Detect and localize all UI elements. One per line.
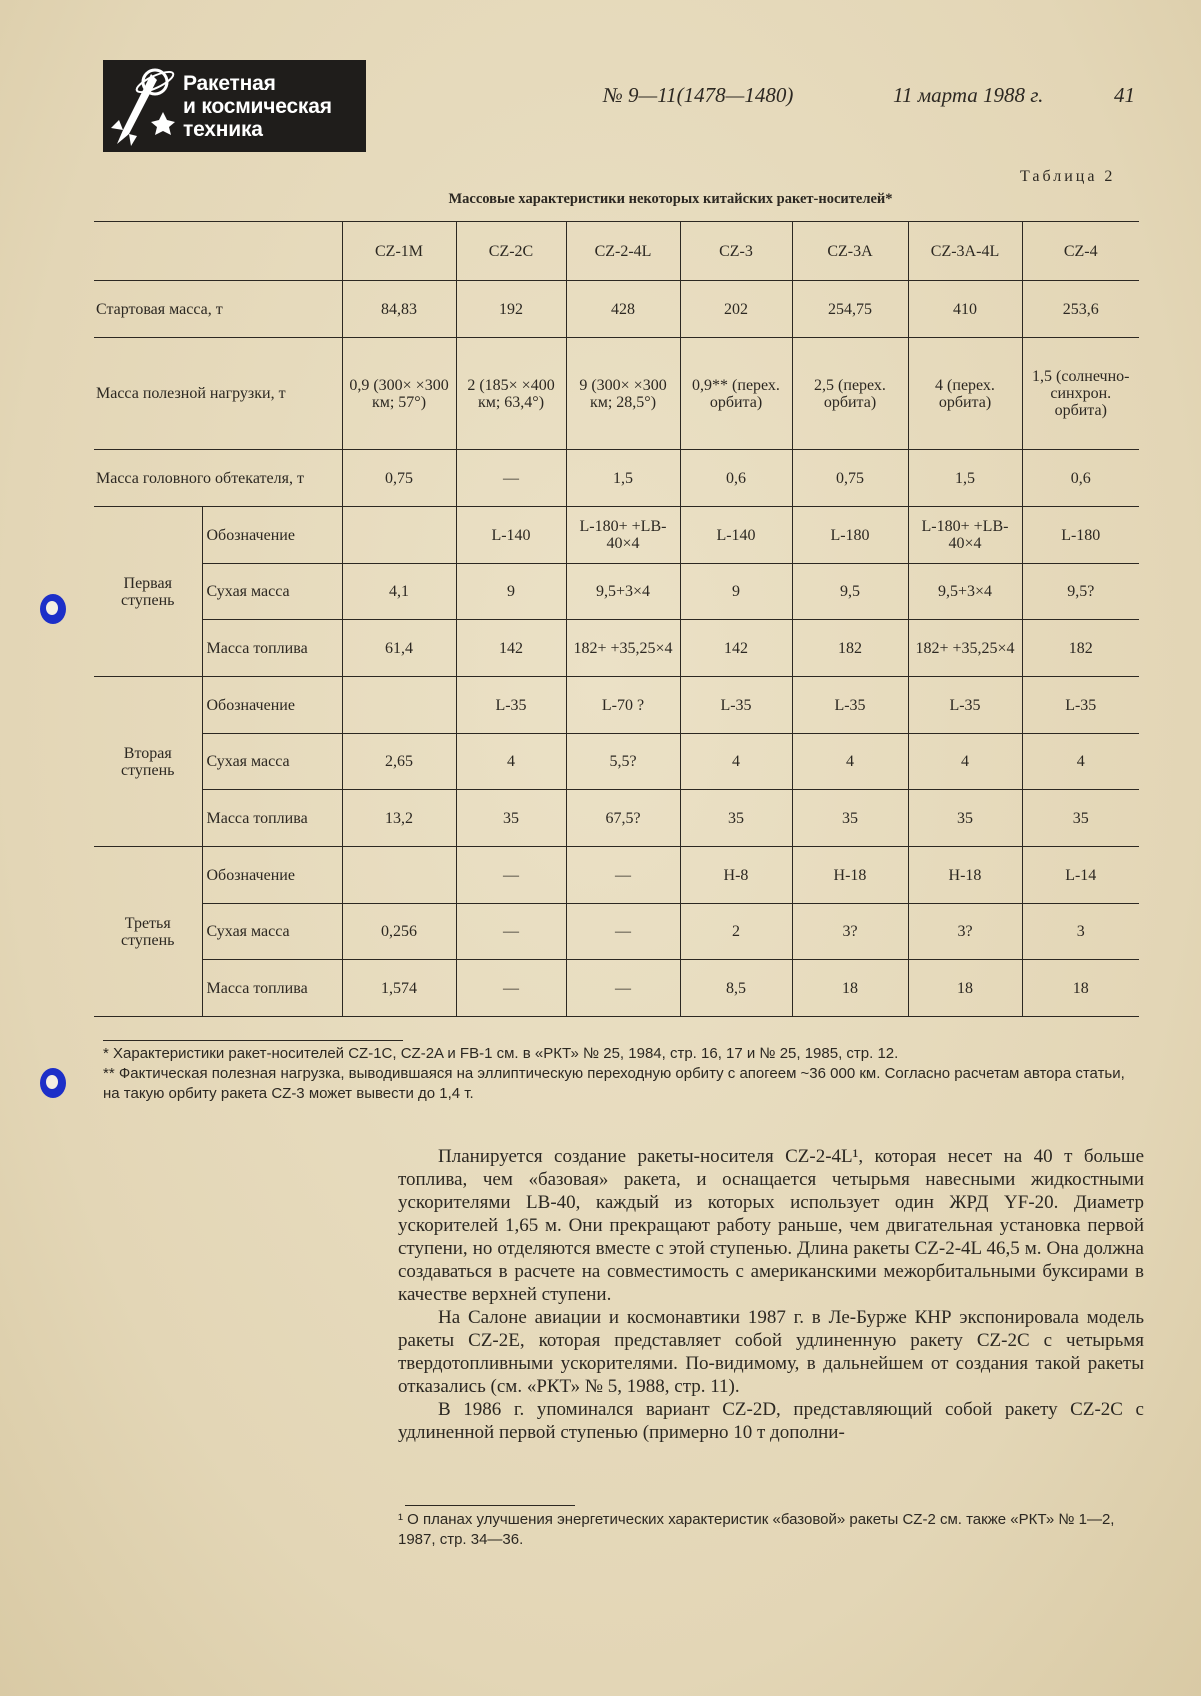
table-cell: 4,1: [342, 564, 456, 620]
table-cell: 9,5?: [1022, 564, 1139, 620]
column-header: CZ-1M: [342, 222, 456, 281]
stage-label: Третья ступень: [94, 847, 202, 1017]
column-header: CZ-3: [680, 222, 792, 281]
table-cell: 35: [908, 790, 1022, 847]
logo-line: техника: [183, 117, 263, 141]
table-cell: 5,5?: [566, 734, 680, 790]
table-row: [94, 620, 1139, 677]
table-cell: 3?: [908, 904, 1022, 960]
footnote-rule: [103, 1040, 403, 1041]
table-row: [94, 904, 1139, 960]
table-cell: 0,75: [792, 450, 908, 507]
logo-text: [183, 72, 332, 141]
page-number: 41: [1114, 83, 1135, 107]
table-cell: —: [566, 904, 680, 960]
binder-hole: [40, 1068, 66, 1098]
table-cell: 35: [792, 790, 908, 847]
table-cell: 202: [680, 281, 792, 338]
table-cell: L-35: [680, 677, 792, 734]
binder-hole: [40, 594, 66, 624]
table-row: [94, 338, 1139, 450]
table-cell: 4: [456, 734, 566, 790]
table-cell: —: [566, 960, 680, 1017]
table-cell: —: [456, 904, 566, 960]
table-cell: 4 (перех. орбита): [908, 338, 1022, 450]
table-cell: 182: [792, 620, 908, 677]
logo-line: и космическая: [183, 94, 332, 118]
paragraph: Планируется создание ракеты-носителя CZ-2-4L¹, которая несет на 40 т больше топлива, чем «базовая» ракета, и оснащается четырьмя навесными жидкостными ускорителями LB-40, каждый из которых использует один ЖРД YF-20. Диаметр ускорителей 1,65 м. Они прекращают работу раньше, чем двигательная установка первой ступени, но отделяются вместе с этой ступенью. Длина ракеты CZ-2-4L 46,5 м. Она должна создаваться в расчете на совместимость с американскими межорбитальными буксирами в качестве верхней ступени.: [398, 1146, 1144, 1305]
footnote-rule: [405, 1505, 575, 1506]
header-row: [94, 222, 1139, 281]
table-row: [94, 677, 1139, 734]
table-row: [94, 281, 1139, 338]
table-cell: L-180+ +LB-40×4: [908, 507, 1022, 564]
row-label: Обозначение: [202, 677, 342, 734]
issue-number: № 9—11(1478—1480): [603, 83, 794, 107]
table-cell: 2,65: [342, 734, 456, 790]
table-cell: 410: [908, 281, 1022, 338]
table-cell: 67,5?: [566, 790, 680, 847]
table-cell: 4: [792, 734, 908, 790]
paragraph: На Салоне авиации и космонавтики 1987 г. в Ле-Бурже КНР экспонировала модель ракеты CZ-2E, которая представляет собой удлиненную ракету CZ-2C с четырьмя твердотопливными ускорителями. По-видимому, в дальнейшем от создания такой ракеты отказались (см. «РКТ» № 5, 1988, стр. 11).: [398, 1307, 1144, 1397]
table-cell: 9,5+3×4: [566, 564, 680, 620]
table-cell: 18: [792, 960, 908, 1017]
table-cell: [342, 677, 456, 734]
table-cell: 4: [908, 734, 1022, 790]
stage-label: Вторая ступень: [94, 677, 202, 847]
table-cell: 84,83: [342, 281, 456, 338]
table-cell: 35: [680, 790, 792, 847]
table-cell: 192: [456, 281, 566, 338]
table-cell: 0,9 (300× ×300 км; 57°): [342, 338, 456, 450]
table-cell: 0,6: [1022, 450, 1139, 507]
table-cell: 9: [456, 564, 566, 620]
table-cell: L-140: [680, 507, 792, 564]
table-cell: 1,5: [908, 450, 1022, 507]
table-cell: 61,4: [342, 620, 456, 677]
table-cell: H-18: [908, 847, 1022, 904]
table-row: [94, 564, 1139, 620]
table-row: [94, 507, 1139, 564]
row-label: Обозначение: [202, 847, 342, 904]
table-cell: L-35: [1022, 677, 1139, 734]
table-cell: 9 (300× ×300 км; 28,5°): [566, 338, 680, 450]
table-cell: 18: [1022, 960, 1139, 1017]
row-label: Масса топлива: [202, 790, 342, 847]
row-label: Сухая масса: [202, 904, 342, 960]
row-label: Масса топлива: [202, 620, 342, 677]
table-cell: 4: [1022, 734, 1139, 790]
rocket-icon: [103, 60, 183, 152]
table-caption: [0, 191, 1201, 208]
table-cell: —: [456, 847, 566, 904]
paragraph: В 1986 г. упоминался вариант CZ-2D, представляющий собой ракету CZ-2C с удлиненной первой ступенью (примерно 10 т дополни-: [398, 1399, 1144, 1443]
column-header: CZ-2C: [456, 222, 566, 281]
journal-logo: [103, 60, 366, 152]
column-header: CZ-3A: [792, 222, 908, 281]
column-header: CZ-3A-4L: [908, 222, 1022, 281]
table-cell: L-140: [456, 507, 566, 564]
table-cell: L-180: [1022, 507, 1139, 564]
table-caption-text: Массовые характеристики некоторых китайских ракет-носителей*: [448, 191, 893, 207]
table-cell: 0,256: [342, 904, 456, 960]
table-cell: 8,5: [680, 960, 792, 1017]
table-cell: 35: [1022, 790, 1139, 847]
table-cell: 4: [680, 734, 792, 790]
table-cell: 0,9** (перех. орбита): [680, 338, 792, 450]
row-label: Сухая масса: [202, 564, 342, 620]
table-cell: —: [456, 960, 566, 1017]
table-cell: 182+ +35,25×4: [908, 620, 1022, 677]
table-cell: 9: [680, 564, 792, 620]
row-label: Масса полезной нагрузки, т: [94, 338, 342, 450]
logo-line: Ракетная: [183, 71, 276, 95]
table-cell: 2,5 (перех. орбита): [792, 338, 908, 450]
table-cell: 1,574: [342, 960, 456, 1017]
table-cell: L-180+ +LB-40×4: [566, 507, 680, 564]
table-cell: 2: [680, 904, 792, 960]
table-cell: 182+ +35,25×4: [566, 620, 680, 677]
table-row: [94, 790, 1139, 847]
table-cell: 253,6: [1022, 281, 1139, 338]
table-cell: L-35: [792, 677, 908, 734]
table-number: Таблица 2: [1020, 168, 1116, 185]
issue-date: 11 марта 1988 г.: [893, 83, 1044, 107]
table-cell: L-180: [792, 507, 908, 564]
table-cell: 0,75: [342, 450, 456, 507]
table-cell: [342, 847, 456, 904]
table-cell: 9,5+3×4: [908, 564, 1022, 620]
page-footnote: ¹ О планах улучшения энергетических характеристик «базовой» ракеты CZ-2 см. также «РКТ» № 1—2, 1987, стр. 34—36.: [398, 1511, 1115, 1548]
table-cell: 142: [456, 620, 566, 677]
table-cell: 142: [680, 620, 792, 677]
row-label: Обозначение: [202, 507, 342, 564]
row-label: Масса топлива: [202, 960, 342, 1017]
table-cell: 428: [566, 281, 680, 338]
table-row: [94, 450, 1139, 507]
table-row: [94, 734, 1139, 790]
footnote-star: * Характеристики ракет-носителей CZ-1C, CZ-2A и FB-1 см. в «РКТ» № 25, 1984, стр. 16, 17 и № 25, 1985, стр. 12.: [103, 1045, 899, 1062]
table-cell: —: [456, 450, 566, 507]
table-cell: 2 (185× ×400 км; 63,4°): [456, 338, 566, 450]
table-row: [94, 847, 1139, 904]
column-header: CZ-2-4L: [566, 222, 680, 281]
table-cell: 18: [908, 960, 1022, 1017]
table-cell: —: [566, 847, 680, 904]
table-cell: 182: [1022, 620, 1139, 677]
row-label: Стартовая масса, т: [94, 281, 342, 338]
footnote-double-star: ** Фактическая полезная нагрузка, выводившаяся на эллиптическую переходную орбиту с апогеем ~36 000 км. Согласно расчетам автора статьи, на такую орбиту ракета CZ-3 может вывести до 1,4 т.: [103, 1065, 1125, 1102]
table-cell: [342, 507, 456, 564]
table-cell: 1,5: [566, 450, 680, 507]
table-cell: H-8: [680, 847, 792, 904]
table-cell: 13,2: [342, 790, 456, 847]
row-label: Сухая масса: [202, 734, 342, 790]
table-row: [94, 960, 1139, 1017]
table-cell: L-70 ?: [566, 677, 680, 734]
article-body: [398, 1145, 1144, 1444]
table-cell: 1,5 (солнечно-синхрон. орбита): [1022, 338, 1139, 450]
stage-label: Первая ступень: [94, 507, 202, 677]
mass-table: [94, 221, 1139, 1017]
table-cell: 35: [456, 790, 566, 847]
table-cell: 0,6: [680, 450, 792, 507]
column-header: CZ-4: [1022, 222, 1139, 281]
table-cell: L-14: [1022, 847, 1139, 904]
table-cell: 254,75: [792, 281, 908, 338]
table-cell: L-35: [456, 677, 566, 734]
table-cell: 3: [1022, 904, 1139, 960]
table-cell: L-35: [908, 677, 1022, 734]
row-label: Масса головного обтекателя, т: [94, 450, 342, 507]
table-cell: H-18: [792, 847, 908, 904]
table-cell: 3?: [792, 904, 908, 960]
corner-cell: [94, 222, 342, 281]
table-cell: 9,5: [792, 564, 908, 620]
